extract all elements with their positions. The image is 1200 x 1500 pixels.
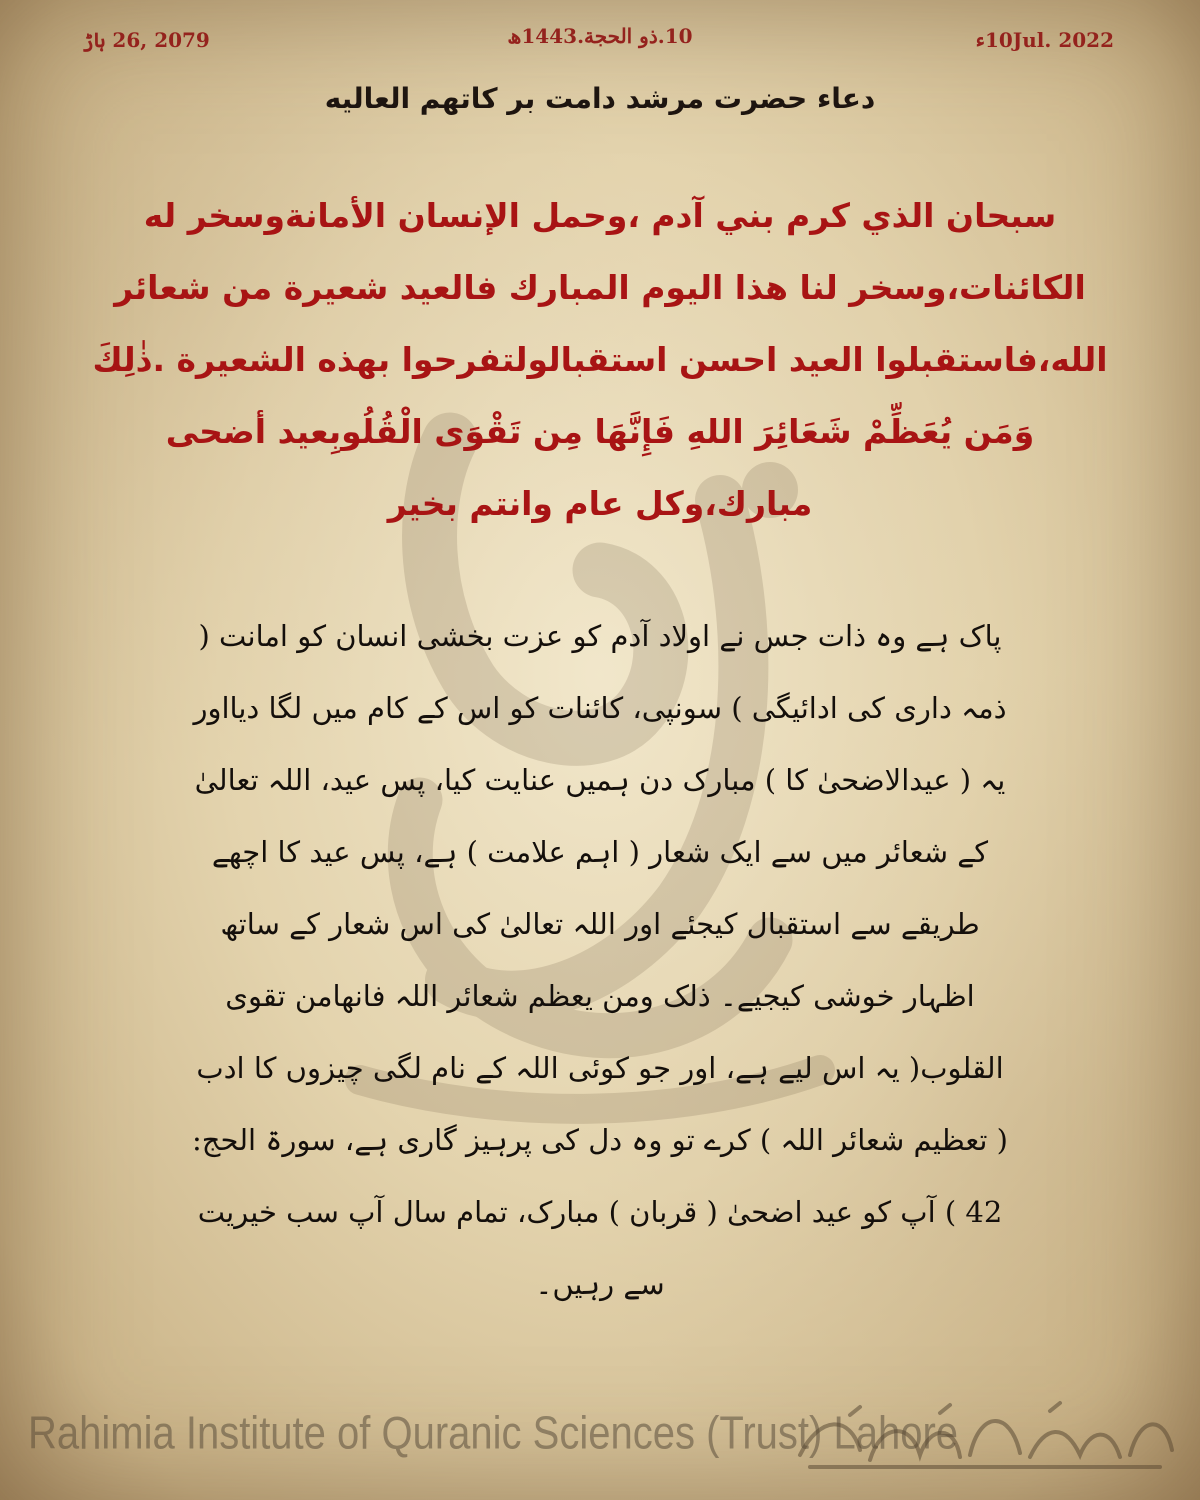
institute-name: Rahimia Institute of Quranic Sciences (Trust) Lahore [28, 1408, 959, 1459]
arabic-message: سبحان الذي كرم بني آدم ،وحمل الإنسان الأمانةوسخر له الكائنات،وسخر لنا هذا اليوم المبارك فالعيد شعيرة من شعائر الله،فاستقبلوا العيد احسن استقبالولتفرحوا بهذه الشعيرة .ذٰلِكَ وَمَن يُعَظِّمْ شَعَائِرَ اللهِ فَإِنَّهَا مِن تَقْوَى الْقُلُوبِعيد أضحى مبارك،وكل عام وانتم بخير [92, 196, 1108, 523]
hijri-date: 10.ذو الحجة.1443ھ [507, 24, 693, 48]
institute-logo-icon [790, 1395, 1180, 1475]
bikrami-date: 2079 ,26 ہاڑ [82, 28, 210, 52]
page-title: دعاء حضرت مرشد دامت بر کاتهم العالیه [324, 82, 876, 115]
urdu-message: پاک ہے وہ ذات جس نے اولاد آدم کو عزت بخشی انسان کو امانت ( ذمہ داری کی ادائیگی ) سونپی، کائنات کو اس کے کام میں لگا دیااور یہ ( عیدالاضحیٰ کا ) مبارک دن ہمیں عنایت کیا، پس عید، اللہ تعالیٰ کے شعائر میں سے ایک شعار ( اہم علامت ) ہے، پس عید کا اچھے طریقے سے استقبال کیجئے اور اللہ تعالیٰ کی اس شعار کے ساتھ اظہار خوشی کیجیے۔ ذلک ومن یعظم شعائر اللہ فانھامن تقوی القلوب( یہ اس لیے ہے، اور جو کوئی اللہ کے نام لگی چیزوں کا ادب ( تعظیم شعائر اللہ ) کرے تو وہ دل کی پرہیز گاری ہے، سورۃ الحج: 42 ) آپ کو عید اضحیٰ ( قربان ) مبارک، تمام سال آپ سب خیریت سے رہیں۔ [192, 619, 1008, 1301]
gregorian-date: 10Jul. 2022ء [975, 28, 1114, 52]
